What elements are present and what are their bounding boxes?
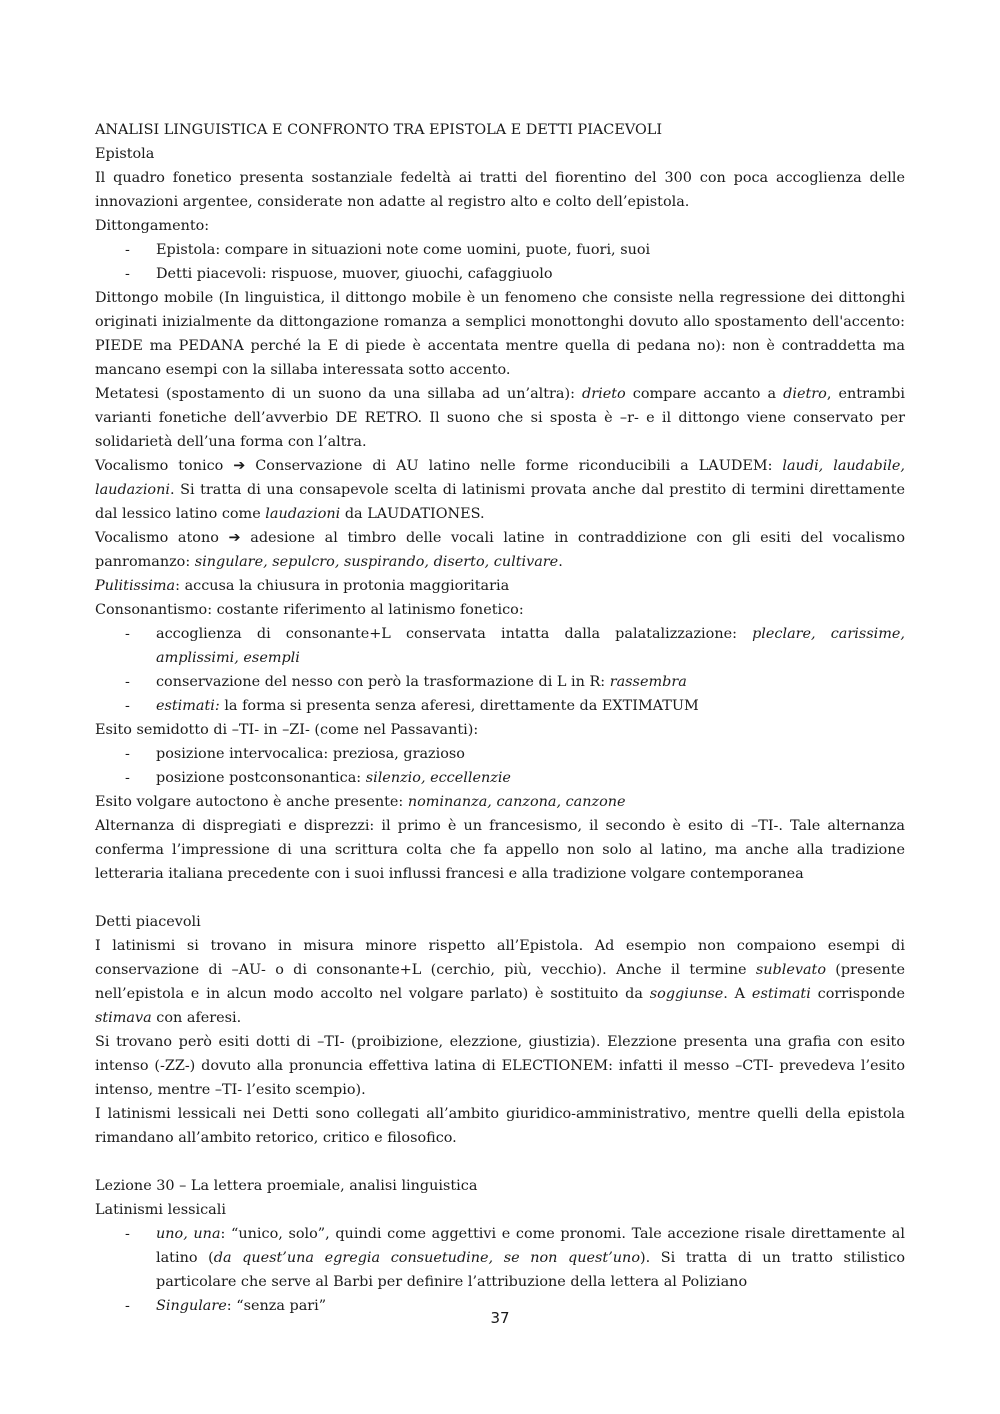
paragraph-detti-3: I latinismi lessicali nei Detti sono collegati all’ambito giuridico-amministrativo, mentre quelli della epistola rimandano all’ambito retorico, critico e filosofico.: [95, 1106, 905, 1146]
arrow-right-icon: ➔: [228, 530, 241, 546]
paragraph-pulitissima: Pulitissima: accusa la chiusura in protonia maggioritaria: [95, 578, 510, 594]
heading-esito-semidotto: Esito semidotto di –TI- in –ZI- (come nel Passavanti):: [95, 722, 479, 738]
list-item: - posizione postconsonantica: silenzio, eccellenzie: [95, 766, 905, 790]
list-item: - posizione intervocalica: preziosa, grazioso: [95, 742, 905, 766]
section-heading-epistola: Epistola: [95, 146, 155, 162]
paragraph-detti-2: Si trovano però esiti dotti di –TI- (proibizione, elezzione, giustizia). Elezzione presenta una grafia con esito intenso (-ZZ-) dovuto alla pronuncia effettiva latina di ELECTIONEM: infatti il messo –CTI- prevedeva l’esito intenso, mentre –TI- l’esito scempio).: [95, 1034, 905, 1098]
spacer: [95, 1150, 905, 1174]
heading-latinismi-lessicali: Latinismi lessicali: [95, 1202, 226, 1218]
list-item: - Detti piacevoli: rispuose, muover, giuochi, cafaggiuolo: [95, 262, 905, 286]
list-item: - conservazione del nesso con però la trasformazione di L in R: rassembra: [95, 670, 905, 694]
paragraph-metatesi: Metatesi (spostamento di un suono da una sillaba ad un’altra): drieto compare accanto a dietro, entrambi varianti fonetiche dell’avverbio DE RETRO. Il suono che si sposta è –r- e il dittongo viene conservato per solidarietà dell’una forma con l’altra.: [95, 386, 905, 450]
list-item: - Singulare: “senza pari”: [95, 1294, 905, 1318]
paragraph-vocalismo-tonico: Vocalismo tonico ➔ Conservazione di AU latino nelle forme riconducibili a LAUDEM: laudi, laudabile, laudazioni. Si tratta di una consapevole scelta di latinismi provata anche dal prestito di termini direttamente dal lessico latino come laudazioni da LAUDATIONES.: [95, 458, 905, 522]
heading-consonantismo: Consonantismo: costante riferimento al latinismo fonetico:: [95, 602, 524, 618]
page-number: 37: [490, 1309, 510, 1327]
list-item: - Epistola: compare in situazioni note come uomini, puote, fuori, suoi: [95, 238, 905, 262]
lesson-heading: Lezione 30 – La lettera proemiale, analisi linguistica: [95, 1178, 478, 1194]
list-consonantismo: [95, 622, 905, 718]
list-item: - estimati: la forma si presenta senza aferesi, direttamente da EXTIMATUM: [95, 694, 905, 718]
list-item: - uno, una: “unico, solo”, quindi come aggettivi e come pronomi. Tale accezione risale direttamente al latino (da quest’una egregia consuetudine, se non quest’uno). Si tratta di un tratto stilistico particolare che serve al Barbi per definire l’attribuzione della lettera al Poliziano: [95, 1222, 905, 1294]
list-latinismi-lessicali: [95, 1222, 905, 1318]
paragraph-esito-volgare: Esito volgare autoctono è anche presente: nominanza, canzona, canzone: [95, 794, 626, 810]
arrow-right-icon: ➔: [233, 458, 246, 474]
spacer: [95, 886, 905, 910]
document-page: [95, 118, 905, 1318]
paragraph-vocalismo-atono: Vocalismo atono ➔ adesione al timbro delle vocali latine in contraddizione con gli esiti del vocalismo panromanzo: singulare, sepulcro, suspirando, diserto, cultivare.: [95, 530, 905, 570]
paragraph-dittongo-mobile: Dittongo mobile (In linguistica, il dittongo mobile è un fenomeno che consiste nella regressione dei dittonghi originati inizialmente da dittongazione romanza a semplici monottonghi dovuto allo spostamento dell'accento: PIEDE ma PEDANA perché la E di piede è accentata mentre quella di pedana no): non è contraddetta ma mancano esempi con la sillaba interessata sotto accento.: [95, 290, 905, 378]
list-esito-semidotto: [95, 742, 905, 790]
document-title: ANALISI LINGUISTICA E CONFRONTO TRA EPISTOLA E DETTI PIACEVOLI: [95, 122, 663, 138]
list-item: - accoglienza di consonante+L conservata intatta dalla palatalizzazione: pleclare, carissime, amplissimi, esempli: [95, 622, 905, 670]
paragraph-detti-1: I latinismi si trovano in misura minore rispetto all’Epistola. Ad esempio non compaiono esempi di conservazione di –AU- o di consonante+L (cerchio, più, vecchio). Anche il termine sublevato (presente nell’epistola e in alcun modo accolto nel volgare parlato) è sostituito da soggiunse. A estimati corrisponde stimava con aferesi.: [95, 938, 906, 1026]
section-heading-detti: Detti piacevoli: [95, 914, 201, 930]
paragraph-alternanza: Alternanza di dispregiati e disprezzi: il primo è un francesismo, il secondo è esito di –TI-. Tale alternanza conferma l’impressione di una scrittura colta che fa appello non solo al latino, ma anche alla tradizione letteraria italiana precedente con i suoi influssi francesi e alla tradizione volgare contemporanea: [95, 818, 905, 882]
list-dittongamento: [95, 238, 905, 286]
heading-dittongamento: Dittongamento:: [95, 218, 210, 234]
paragraph-quadro-fonetico: Il quadro fonetico presenta sostanziale fedeltà ai tratti del fiorentino del 300 con poca accoglienza delle innovazioni argentee, considerate non adatte al registro alto e colto dell’epistola.: [95, 170, 905, 210]
